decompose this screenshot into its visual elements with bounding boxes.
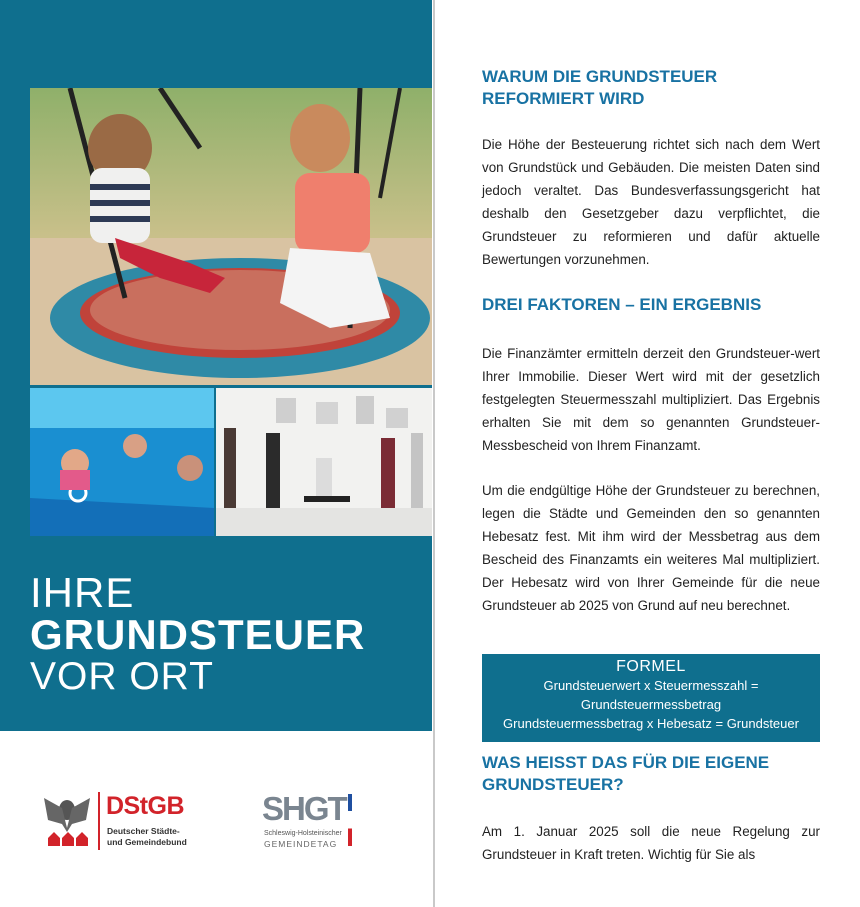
photo-swimming (30, 388, 214, 536)
cover-title-line1: IHRE (30, 569, 135, 616)
formula-line2: Grundsteuermessbetrag (580, 697, 722, 712)
formula-line1: Grundsteuerwert x Steuermesszahl = (543, 678, 759, 693)
formula-title: FORMEL (616, 658, 686, 675)
heading-warum: WARUM DIE GRUNDSTEUER REFORMIERT WIRD (482, 67, 718, 108)
cover-title-line2: GRUNDSTEUER (30, 611, 366, 658)
shgt-name-line1: Schleswig-Holsteinischer (264, 830, 342, 837)
dstgb-name-line2: und Gemeindebund (107, 837, 187, 847)
shgt-logo (262, 790, 372, 854)
heading-was-heisst: WAS HEISST DAS FÜR DIE EIGENE GRUNDSTEUER? (482, 753, 770, 794)
formula-line3: Grundsteuermessbetrag x Hebesatz = Grundsteuer (503, 716, 799, 731)
cover-panel (0, 0, 432, 731)
heading-drei-faktoren: DREI FAKTOREN – EIN ERGEBNIS (482, 295, 762, 314)
formula-box (482, 654, 820, 742)
page-fold-divider (433, 0, 435, 907)
dstgb-logo (42, 790, 202, 854)
eagle-icon (42, 790, 92, 850)
paragraph-warum: Die Höhe der Besteuerung richtet sich nach dem Wert von Grundstück und Gebäuden. Die meisten Daten sind jedoch veraltet. Das Bundesverfassungsgericht hat deshalb den Gesetzgeber dazu verpflichtet, die Grundsteuer zu reformieren und dafür aktuelle Bewertungen vorzunehmen. (482, 137, 820, 267)
photo-swing (30, 88, 432, 385)
paragraph-was-heisst: Am 1. Januar 2025 soll die neue Regelung zur Grundsteuer in Kraft treten. Wichtig für Sie als (482, 824, 820, 862)
shgt-flag-stripes (348, 794, 352, 846)
paragraph-faktoren-1: Die Finanzämter ermitteln derzeit den Grundsteuer-wert Ihrer Immobilie. Dieser Wert wird mit der gesetzlich festgelegten Steuermesszahl multipliziert. Das Ergebnis erhalten Sie mit dem so genannten Grundsteuer-Messbescheid von Ihrem Finanzamt. (482, 346, 820, 453)
dstgb-name-line1: Deutscher Städte- (107, 826, 180, 836)
photo-gallery (216, 388, 432, 536)
shgt-abbreviation: SHGT (262, 790, 346, 827)
paragraph-faktoren-2: Um die endgültige Höhe der Grundsteuer zu berechnen, legen die Städte und Gemeinden den so genannten Hebesatz fest. Mit ihm wird der Messbetrag aus dem Bescheid des Finanzamts ein weiteres Mal multipliziert. Der Hebesatz wird von Ihrer Gemeinde für die neue Grundsteuer ab 2025 von Grund auf neu berechnet. (482, 483, 820, 613)
shgt-name-line2: GEMEINDETAG (264, 839, 338, 849)
cover-title-line3: VOR ORT (30, 655, 214, 698)
cover-title (30, 569, 366, 698)
dstgb-abbreviation: DStGB (106, 792, 185, 820)
